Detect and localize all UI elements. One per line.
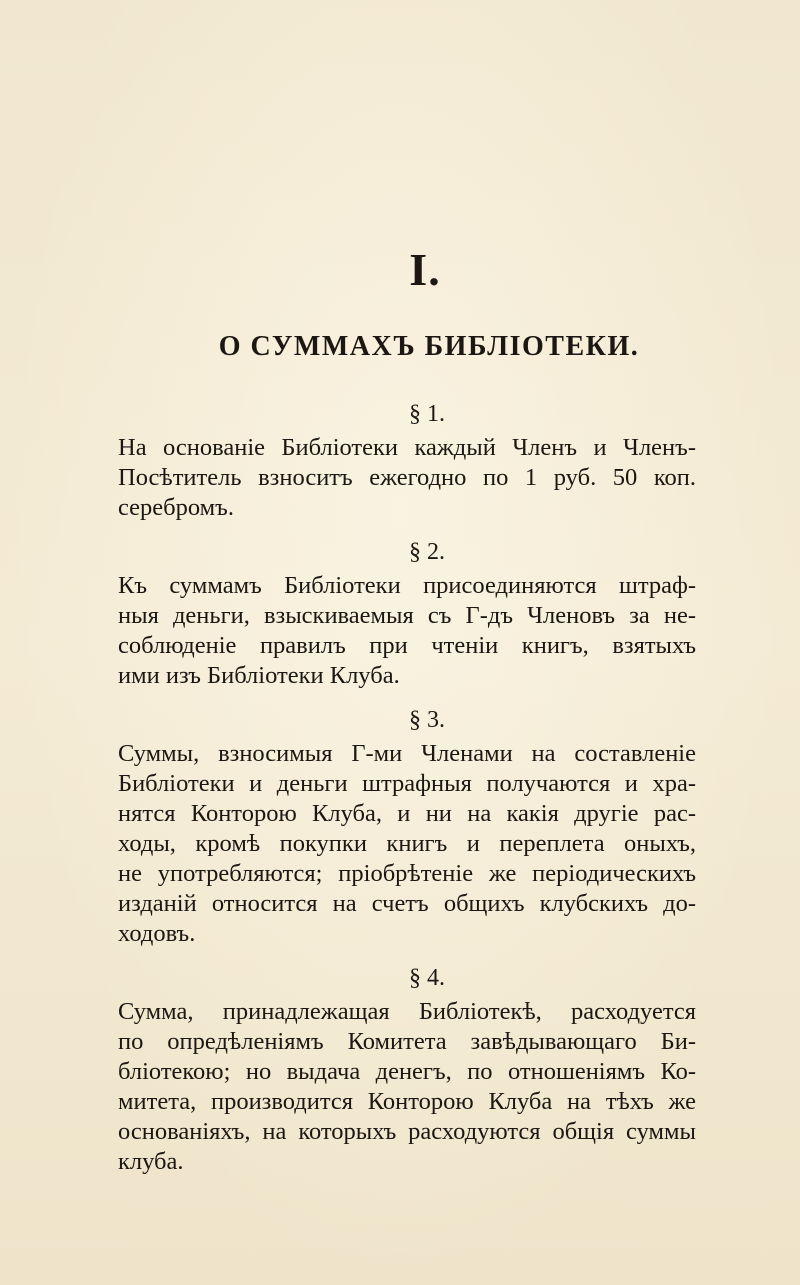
text-line: Сумма, принадлежащая Библіотекѣ, расходуется	[118, 998, 696, 1025]
section-mark-2: § 2.	[409, 539, 445, 565]
chapter-title: О СУММАХЪ БИБЛІОТЕКИ.	[218, 331, 640, 362]
text-line: клуба.	[118, 1148, 184, 1175]
section-mark-4: § 4.	[409, 965, 445, 991]
section-2-text	[118, 571, 696, 691]
text-line: не употребляются; пріобрѣтеніе же періодическихъ	[118, 860, 696, 887]
text-line: основаніяхъ, на которыхъ расходуются общія суммы	[118, 1118, 696, 1145]
text-line: серебромъ.	[118, 494, 234, 521]
text-line: ими изъ Библіотеки Клуба.	[118, 662, 400, 689]
text-line: соблюденіе правилъ при чтеніи книгъ, взятыхъ	[118, 632, 696, 659]
chapter-number: I.	[409, 244, 441, 295]
section-mark-1: § 1.	[409, 401, 445, 427]
page-content	[118, 245, 696, 1191]
text-line: ныя деньги, взыскиваемыя съ Г-дъ Членовъ за не-	[118, 602, 696, 629]
text-line: митета, производится Конторою Клуба на тѣхъ же	[118, 1088, 696, 1115]
text-line: Суммы, взносимыя Г-ми Членами на составленіе	[118, 740, 696, 767]
text-line: Библіотеки и деньги штрафныя получаются и хра-	[118, 770, 696, 797]
text-line: ходы, кромѣ покупки книгъ и переплета оныхъ,	[118, 830, 696, 857]
text-line: изданій относится на счетъ общихъ клубскихъ до-	[118, 890, 696, 917]
section-3-text	[118, 739, 696, 949]
section-1-text	[118, 433, 696, 523]
text-line: по опредѣленіямъ Комитета завѣдывающаго Би-	[118, 1028, 696, 1055]
text-line: Къ суммамъ Библіотеки присоединяются штраф-	[118, 572, 696, 599]
text-line: Посѣтитель взноситъ ежегодно по 1 руб. 50 коп.	[118, 464, 696, 491]
text-line: ходовъ.	[118, 920, 196, 947]
section-mark-3: § 3.	[409, 707, 445, 733]
text-line: бліотекою; но выдача денегъ, по отношеніямъ Ко-	[118, 1058, 696, 1085]
text-line: нятся Конторою Клуба, и ни на какія другіе рас-	[118, 800, 696, 827]
section-4-text	[118, 997, 696, 1177]
text-line: На основаніе Библіотеки каждый Членъ и Членъ-	[118, 434, 696, 461]
